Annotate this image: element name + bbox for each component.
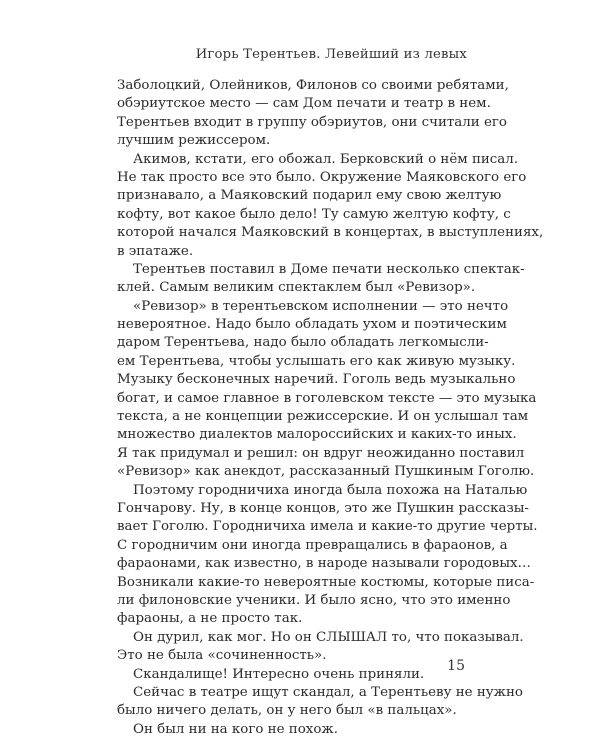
text-line: было ничего делать, он у него был «в пальцах». (117, 703, 457, 719)
text-line: Терентьев поставил в Доме печати несколько спектак- (133, 261, 525, 277)
text-line: богат, и самое главное в гоголевском тексте — это музыка (117, 390, 537, 406)
text-line: вает Гоголю. Городничиха имела и какие-то другие черты. (117, 519, 538, 535)
text-line: Это не была «сочиненность». (117, 648, 327, 664)
text-line: текста, а не концепции режиссерские. И он услышал там (117, 409, 529, 425)
text-line: Он дурил, как мог. Но он СЛЫШАЛ то, что показывал. (133, 629, 524, 645)
text-line: Гончарову. Ну, в конце концов, это же Пушкин рассказы- (117, 500, 529, 516)
text-line: С городничим они иногда превращались в фараонов, а (117, 537, 508, 553)
text-line: Возникали какие-то невероятные костюмы, которые писа- (117, 574, 535, 590)
text-line: лучшим режиссером. (117, 133, 271, 149)
text-line: «Ревизор» как анекдот, рассказанный Пушкиным Гоголю. (117, 464, 535, 480)
text-line: ли филоновские ученики. И было ясно, что это именно (117, 592, 511, 608)
text-line: Скандалище! Интересно очень приняли. (133, 666, 425, 682)
text-line: множество диалектов малороссийских и каких-то иных. (117, 427, 517, 443)
text-line: Не так просто все это было. Окружение Маяковского его (117, 169, 527, 185)
text-line: которой начался Маяковский в концертах, в выступлениях, (117, 225, 544, 241)
text-line: фараоны, а не просто так. (117, 611, 303, 627)
text-line: кофту, вот какое было дело! Ту самую желтую кофту, с (117, 206, 511, 222)
text-line: фараонами, как известно, в народе называли городовых… (117, 556, 531, 572)
text-line: Акимов, кстати, его обожал. Берковский о нём писал. (133, 151, 519, 167)
text-line: Он был ни на кого не похож. (133, 721, 338, 737)
text-line: Я так придумал и решил: он вдруг неожиданно поставил (117, 445, 525, 461)
text-line: даром Терентьева, надо было обладать легкомысли- (117, 335, 489, 351)
text-line: Сейчас в театре ищут скандал, а Терентьеву не нужно (133, 684, 523, 700)
text-line: клей. Самым великим спектаклем был «Ревизор». (117, 280, 476, 296)
text-line: Терентьев входит в группу обэриутов, они считали его (117, 114, 507, 130)
text-line: «Ревизор» в терентьевском исполнении — это нечто (133, 298, 509, 314)
text-line: ем Терентьева, чтобы услышать его как живую музыку. (117, 353, 516, 369)
text-line: в эпатаже. (117, 243, 194, 259)
text-line: признавало, а Маяковский подарил ему свою желтую (117, 188, 502, 204)
text-line: невероятное. Надо было обладать ухом и поэтическим (117, 317, 507, 333)
body-text (117, 77, 544, 739)
text-line: Заболоцкий, Олейников, Филонов со своими ребятами, (117, 78, 509, 93)
text-line: Поэтому городничиха иногда была похожа на Наталью (133, 482, 528, 498)
running-header: Игорь Терентьев. Левейший из левых (195, 47, 467, 62)
text-line: обэриутское место — сам Дом печати и театр в нем. (117, 96, 491, 112)
text-line: Музыку бесконечных наречий. Гоголь ведь музыкально (117, 372, 516, 388)
page-number: 15 (447, 658, 465, 674)
